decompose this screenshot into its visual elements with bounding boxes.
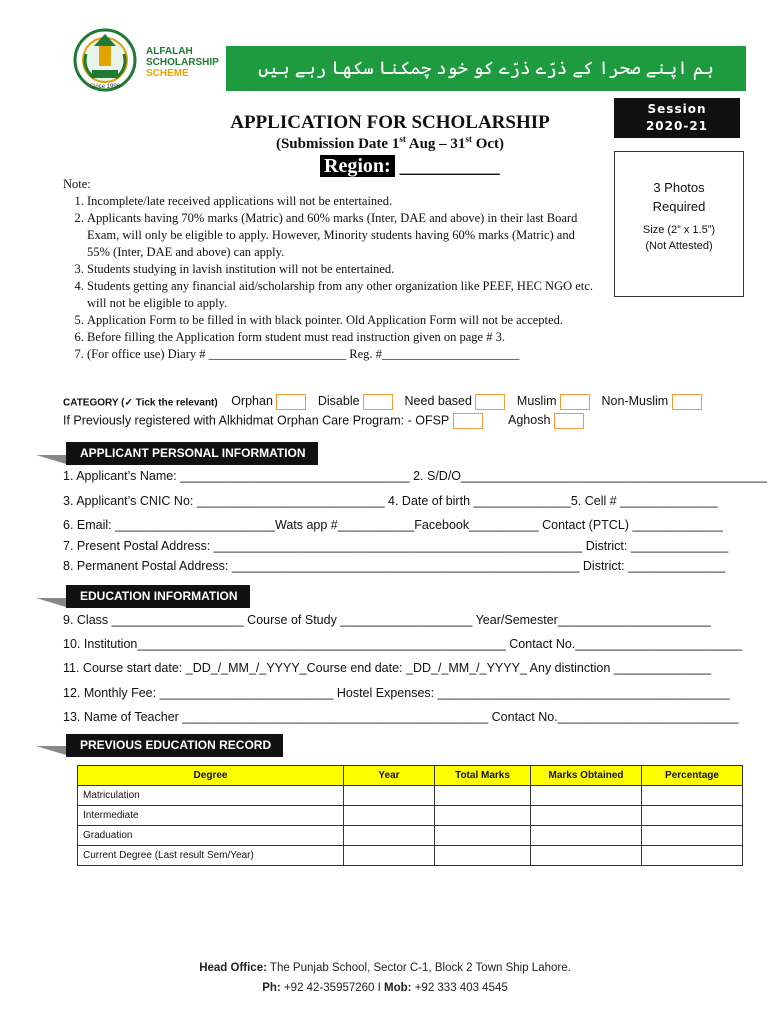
category-muslim: Muslim xyxy=(516,394,557,409)
mobile-text: +92 333 403 4545 xyxy=(411,982,508,994)
col-total-marks: Total Marks xyxy=(435,766,531,786)
marks-obtained-cell[interactable] xyxy=(531,786,642,806)
field-monthly-fee[interactable]: 12. Monthly Fee: _________________________ Hostel Expenses: __________________________________________ xyxy=(63,686,730,700)
region-label: Region: xyxy=(320,155,395,177)
subtitle-sup: st xyxy=(465,134,472,144)
col-degree: Degree xyxy=(78,766,344,786)
disable-checkbox[interactable] xyxy=(363,394,393,410)
muslim-checkbox[interactable] xyxy=(560,394,590,410)
subtitle-suffix: Oct) xyxy=(471,136,505,152)
table-row xyxy=(78,806,743,826)
phone-label: Ph: xyxy=(262,982,281,994)
field-permanent-address[interactable]: 8. Permanent Postal Address: __________________________________________________ District: ______________ xyxy=(63,559,726,573)
brand-line: SCHEME xyxy=(146,68,189,79)
head-office-label: Head Office: xyxy=(199,962,267,974)
previous-education-table xyxy=(77,765,743,866)
urdu-banner: ہم اپنے صحرا کے ذرّے ذرّے کو خود چمکنا سکھا رہے ہیں xyxy=(226,46,746,91)
orphan-checkbox[interactable] xyxy=(276,394,306,410)
field-teacher[interactable]: 13. Name of Teacher ____________________________________________ Contact No.__________________________ xyxy=(63,710,739,724)
notes-heading: Note: xyxy=(63,177,91,191)
table-row xyxy=(78,826,743,846)
col-year: Year xyxy=(344,766,435,786)
note-item: 1. Incomplete/late received applications will not be entertained. xyxy=(87,193,643,210)
region-blank: __________ xyxy=(399,155,500,177)
photo-line: (Not Attested) xyxy=(645,240,713,252)
aghosh-checkbox[interactable] xyxy=(554,413,584,429)
note-item: 6. Before filling the Application form student must read instruction given on page # 3. xyxy=(87,329,643,346)
note-item: 3. Students studying in lavish institution will not be entertained. xyxy=(87,261,643,278)
section-personal-info: APPLICANT PERSONAL INFORMATION xyxy=(66,442,318,465)
degree-cell: Graduation xyxy=(78,826,344,846)
registered-text: If Previously registered with Alkhidmat Orphan Care Program: - OFSP xyxy=(63,413,450,428)
photo-line: 3 Photos xyxy=(653,180,705,195)
category-disable: Disable xyxy=(317,394,360,409)
note-item: 5. Application Form to be filled in with black pointer. Old Application Form will not be accepted. xyxy=(87,312,643,329)
percentage-cell[interactable] xyxy=(642,846,743,866)
table-header-row xyxy=(78,766,743,786)
aghosh-label: Aghosh xyxy=(508,413,551,428)
photo-line: Size (2” x 1.5”) xyxy=(642,224,716,236)
note-item: 7. (For office use) Diary # ______________________ Reg. #______________________ xyxy=(87,346,643,363)
subtitle-mid: Aug – 31 xyxy=(405,136,466,152)
total-marks-cell[interactable] xyxy=(435,786,531,806)
category-row xyxy=(63,394,753,410)
footer-head-office xyxy=(0,958,770,978)
col-marks-obtained: Marks Obtained xyxy=(531,766,642,786)
notes xyxy=(63,176,643,363)
brand-line: SCHOLARSHIP xyxy=(146,57,219,68)
logo-ring-text: Since 1996 xyxy=(89,84,121,90)
section-wedge xyxy=(36,598,66,607)
submission-date xyxy=(170,134,610,153)
phone-text: +92 42-35957260 I xyxy=(280,982,385,994)
footer-contact xyxy=(0,978,770,998)
session-label: Session xyxy=(647,102,707,116)
non-muslim-checkbox[interactable] xyxy=(672,394,702,410)
field-class[interactable]: 9. Class ___________________ Course of Study ___________________ Year/Semester______________________ xyxy=(63,613,711,627)
year-cell[interactable] xyxy=(344,806,435,826)
form-title: APPLICATION FOR SCHOLARSHIP xyxy=(230,112,550,133)
need-based-checkbox[interactable] xyxy=(475,394,505,410)
degree-cell: Intermediate xyxy=(78,806,344,826)
field-email[interactable]: 6. Email: _______________________Wats app #___________Facebook__________ Contact (PTCL) _____________ xyxy=(63,518,723,532)
percentage-cell[interactable] xyxy=(642,826,743,846)
year-cell[interactable] xyxy=(344,846,435,866)
field-institution[interactable]: 10. Institution_____________________________________________________ Contact No.________________________ xyxy=(63,637,743,651)
section-education-info: EDUCATION INFORMATION xyxy=(66,585,250,608)
degree-cell: Matriculation xyxy=(78,786,344,806)
field-applicant-name[interactable]: 1. Applicant’s Name: _________________________________ 2. S/D/O____________________________________________ xyxy=(63,469,767,483)
brand-line: ALFALAH xyxy=(146,46,193,57)
field-course-dates[interactable]: 11. Course start date: _DD_/_MM_/_YYYY_Course end date: _DD_/_MM_/_YYYY_ Any distinction ______________ xyxy=(63,661,712,675)
marks-obtained-cell[interactable] xyxy=(531,806,642,826)
subtitle-prefix: (Submission Date 1 xyxy=(275,136,400,152)
total-marks-cell[interactable] xyxy=(435,806,531,826)
subtitle-sup: st xyxy=(399,134,406,144)
region-field[interactable] xyxy=(320,155,500,178)
ofsp-checkbox[interactable] xyxy=(453,413,483,429)
footer xyxy=(0,958,770,998)
photo-line: Required xyxy=(652,199,706,214)
brand-name xyxy=(146,46,219,79)
section-previous-education: PREVIOUS EDUCATION RECORD xyxy=(66,734,283,757)
section-wedge xyxy=(36,455,66,464)
mobile-label: Mob: xyxy=(384,982,412,994)
marks-obtained-cell[interactable] xyxy=(531,846,642,866)
total-marks-cell[interactable] xyxy=(435,826,531,846)
percentage-cell[interactable] xyxy=(642,806,743,826)
table-row xyxy=(78,786,743,806)
session-year: 2020-21 xyxy=(645,119,709,133)
category-need-based: Need based xyxy=(404,394,472,409)
year-cell[interactable] xyxy=(344,826,435,846)
category-non-muslim: Non-Muslim xyxy=(601,394,669,409)
category-label: CATEGORY (✓ Tick the relevant) xyxy=(63,397,218,409)
session-badge xyxy=(614,98,740,138)
note-item: 2. Applicants having 70% marks (Matric) and 60% marks (Inter, DAE and above) in their last Board Exam, will only be eligible to apply. However, Minority students having 60% marks (Matric) and 55% (Inter, DAE and above) can apply. xyxy=(87,210,597,261)
field-cnic[interactable]: 3. Applicant’s CNIC No: ___________________________ 4. Date of birth ______________5. Cell # ______________ xyxy=(63,494,718,508)
col-percentage: Percentage xyxy=(642,766,743,786)
percentage-cell[interactable] xyxy=(642,786,743,806)
head-office-text: The Punjab School, Sector C-1, Block 2 Town Ship Lahore. xyxy=(266,962,571,974)
note-item: 4. Students getting any financial aid/scholarship from any other organization like PEEF, HEC NGO etc. will not be eligible to apply. xyxy=(87,278,612,312)
total-marks-cell[interactable] xyxy=(435,846,531,866)
degree-cell: Current Degree (Last result Sem/Year) xyxy=(78,846,344,866)
registered-row xyxy=(63,413,584,429)
table-row xyxy=(78,846,743,866)
field-present-address[interactable]: 7. Present Postal Address: _____________________________________________________ District: ______________ xyxy=(63,539,729,553)
scheme-logo xyxy=(72,24,138,94)
category-orphan: Orphan xyxy=(231,394,273,409)
marks-obtained-cell[interactable] xyxy=(531,826,642,846)
year-cell[interactable] xyxy=(344,786,435,806)
section-wedge xyxy=(36,746,66,755)
